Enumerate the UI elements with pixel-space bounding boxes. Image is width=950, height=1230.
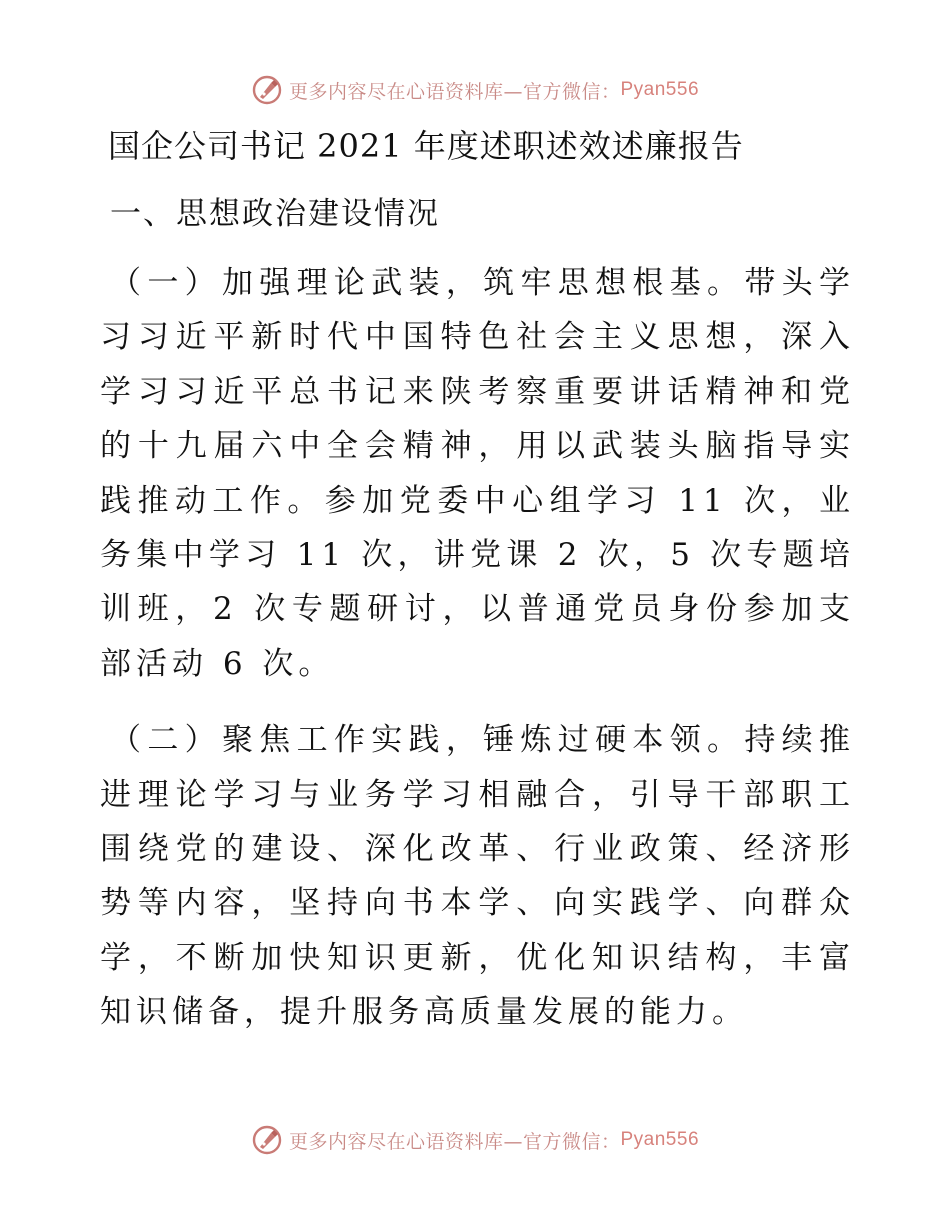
paragraph-2: （二）聚焦工作实践，锤炼过硬本领。持续推进理论学习与业务学习相融合，引导干部职工围绕党的建设、深化改革、行业政策、经济形势等内容，坚持向书本学、向实践学、向群众学，不断加快知识更新，优化知识结构，丰富知识储备，提升服务高质量发展的能力。 (100, 722, 855, 1031)
watermark-text: 更多内容尽在心语资料库—官方微信： (288, 1130, 621, 1153)
watermark-text: 更多内容尽在心语资料库—官方微信： (288, 80, 621, 103)
footer-watermark (0, 1120, 950, 1160)
pen-nib-circle-icon (251, 1124, 283, 1156)
document-title: 国企公司书记 2021 年度述职述效述廉报告 (108, 127, 744, 165)
paragraph-1: （一）加强理论武装，筑牢思想根基。带头学习习近平新时代中国特色社会主义思想，深入学习习近平总书记来陕考察重要讲话精神和党的十九届六中全会精神，用以武装头脑指导实践推动工作。参加党委中心组学习 11 次，业务集中学习 11 次，讲党课 2 次，5 次专题培训班，2 次专题研讨，以普通党员身份参加支部活动 6 次。 (100, 265, 855, 682)
header-watermark (0, 70, 950, 110)
watermark-wechat-id: Pyan556 (620, 79, 700, 100)
watermark-wechat-id: Pyan556 (620, 1129, 700, 1150)
document-body (100, 118, 855, 1040)
section-heading: 一、思想政治建设情况 (110, 196, 440, 232)
pen-nib-circle-icon (251, 74, 283, 106)
